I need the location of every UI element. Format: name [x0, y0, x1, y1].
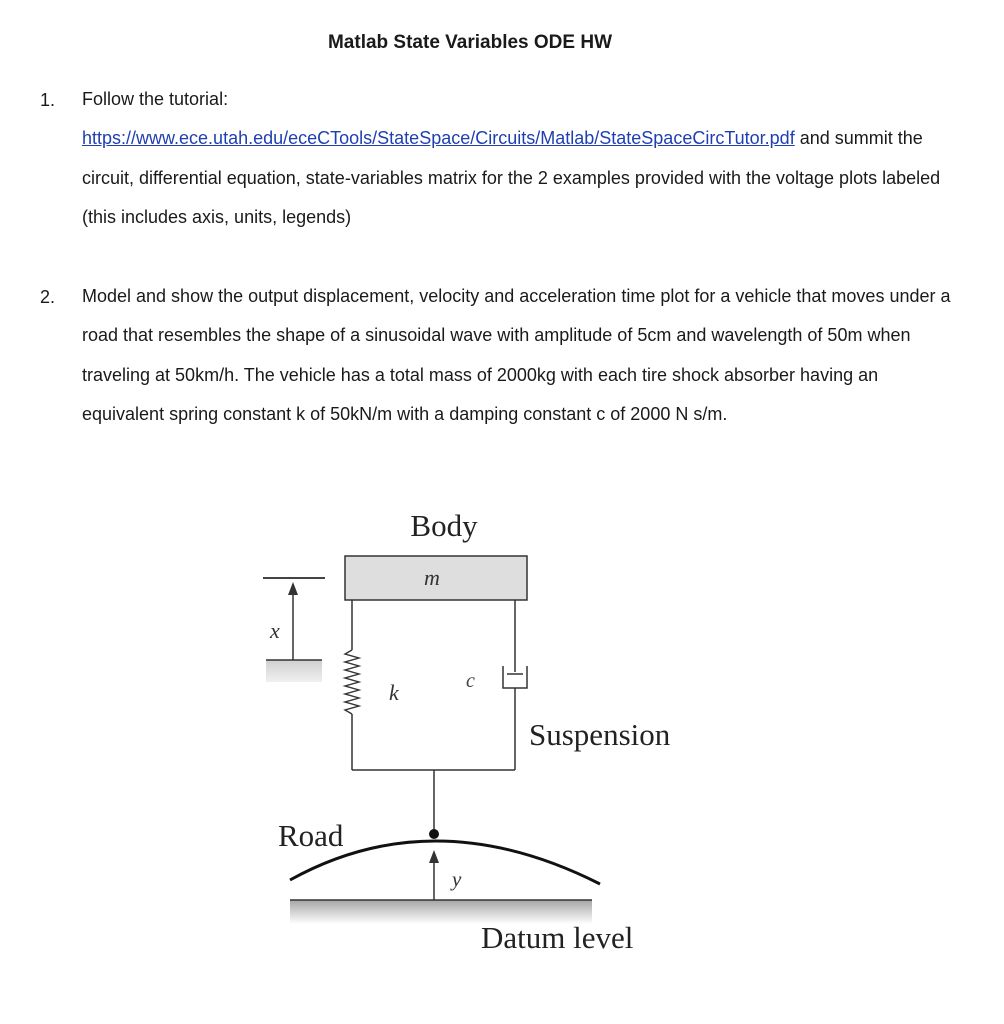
- contact-point: [429, 829, 439, 839]
- paragraph-text: and summit the circuit, differential equation, state-variables matrix for the 2 examples provided with the voltage plots labeled (this includes axis, units, legends): [82, 128, 941, 227]
- x-arrow-head: [288, 582, 298, 595]
- damper-c-label: c: [466, 670, 475, 692]
- suspension-label: Suspension: [529, 717, 671, 752]
- list-number: 2.: [40, 287, 56, 307]
- x-ground-reference: [266, 660, 322, 682]
- paragraph-lead: Follow the tutorial:: [82, 89, 229, 109]
- road-label: Road: [278, 818, 344, 853]
- spring-k-label: k: [389, 680, 399, 705]
- datum-label: Datum level: [481, 920, 634, 955]
- y-arrow-head: [429, 850, 439, 863]
- body-label: Body: [410, 508, 478, 543]
- spring-coil: [345, 650, 359, 714]
- mass-label: m: [424, 565, 440, 590]
- x-label: x: [270, 618, 280, 643]
- tutorial-link[interactable]: https://www.ece.utah.edu/eceCTools/StateSpace/Circuits/Matlab/StateSpaceCircTutor.pdf: [82, 128, 795, 149]
- page-title: Matlab State Variables ODE HW: [327, 32, 613, 53]
- y-label: y: [452, 867, 462, 891]
- list-paragraph: Model and show the output displacement, velocity and acceleration time plot for a vehicle that moves under a road that resembles the shape of a sinusoidal wave with amplitude of 5cm and wavelength of 50m when traveling at 50km/h. The vehicle has a total mass of 2000kg with each tire shock absorber having an equivalent spring constant k of 50kN/m with a damping constant c of 2000 N s/m.: [82, 286, 951, 424]
- list-number: 1.: [40, 90, 56, 110]
